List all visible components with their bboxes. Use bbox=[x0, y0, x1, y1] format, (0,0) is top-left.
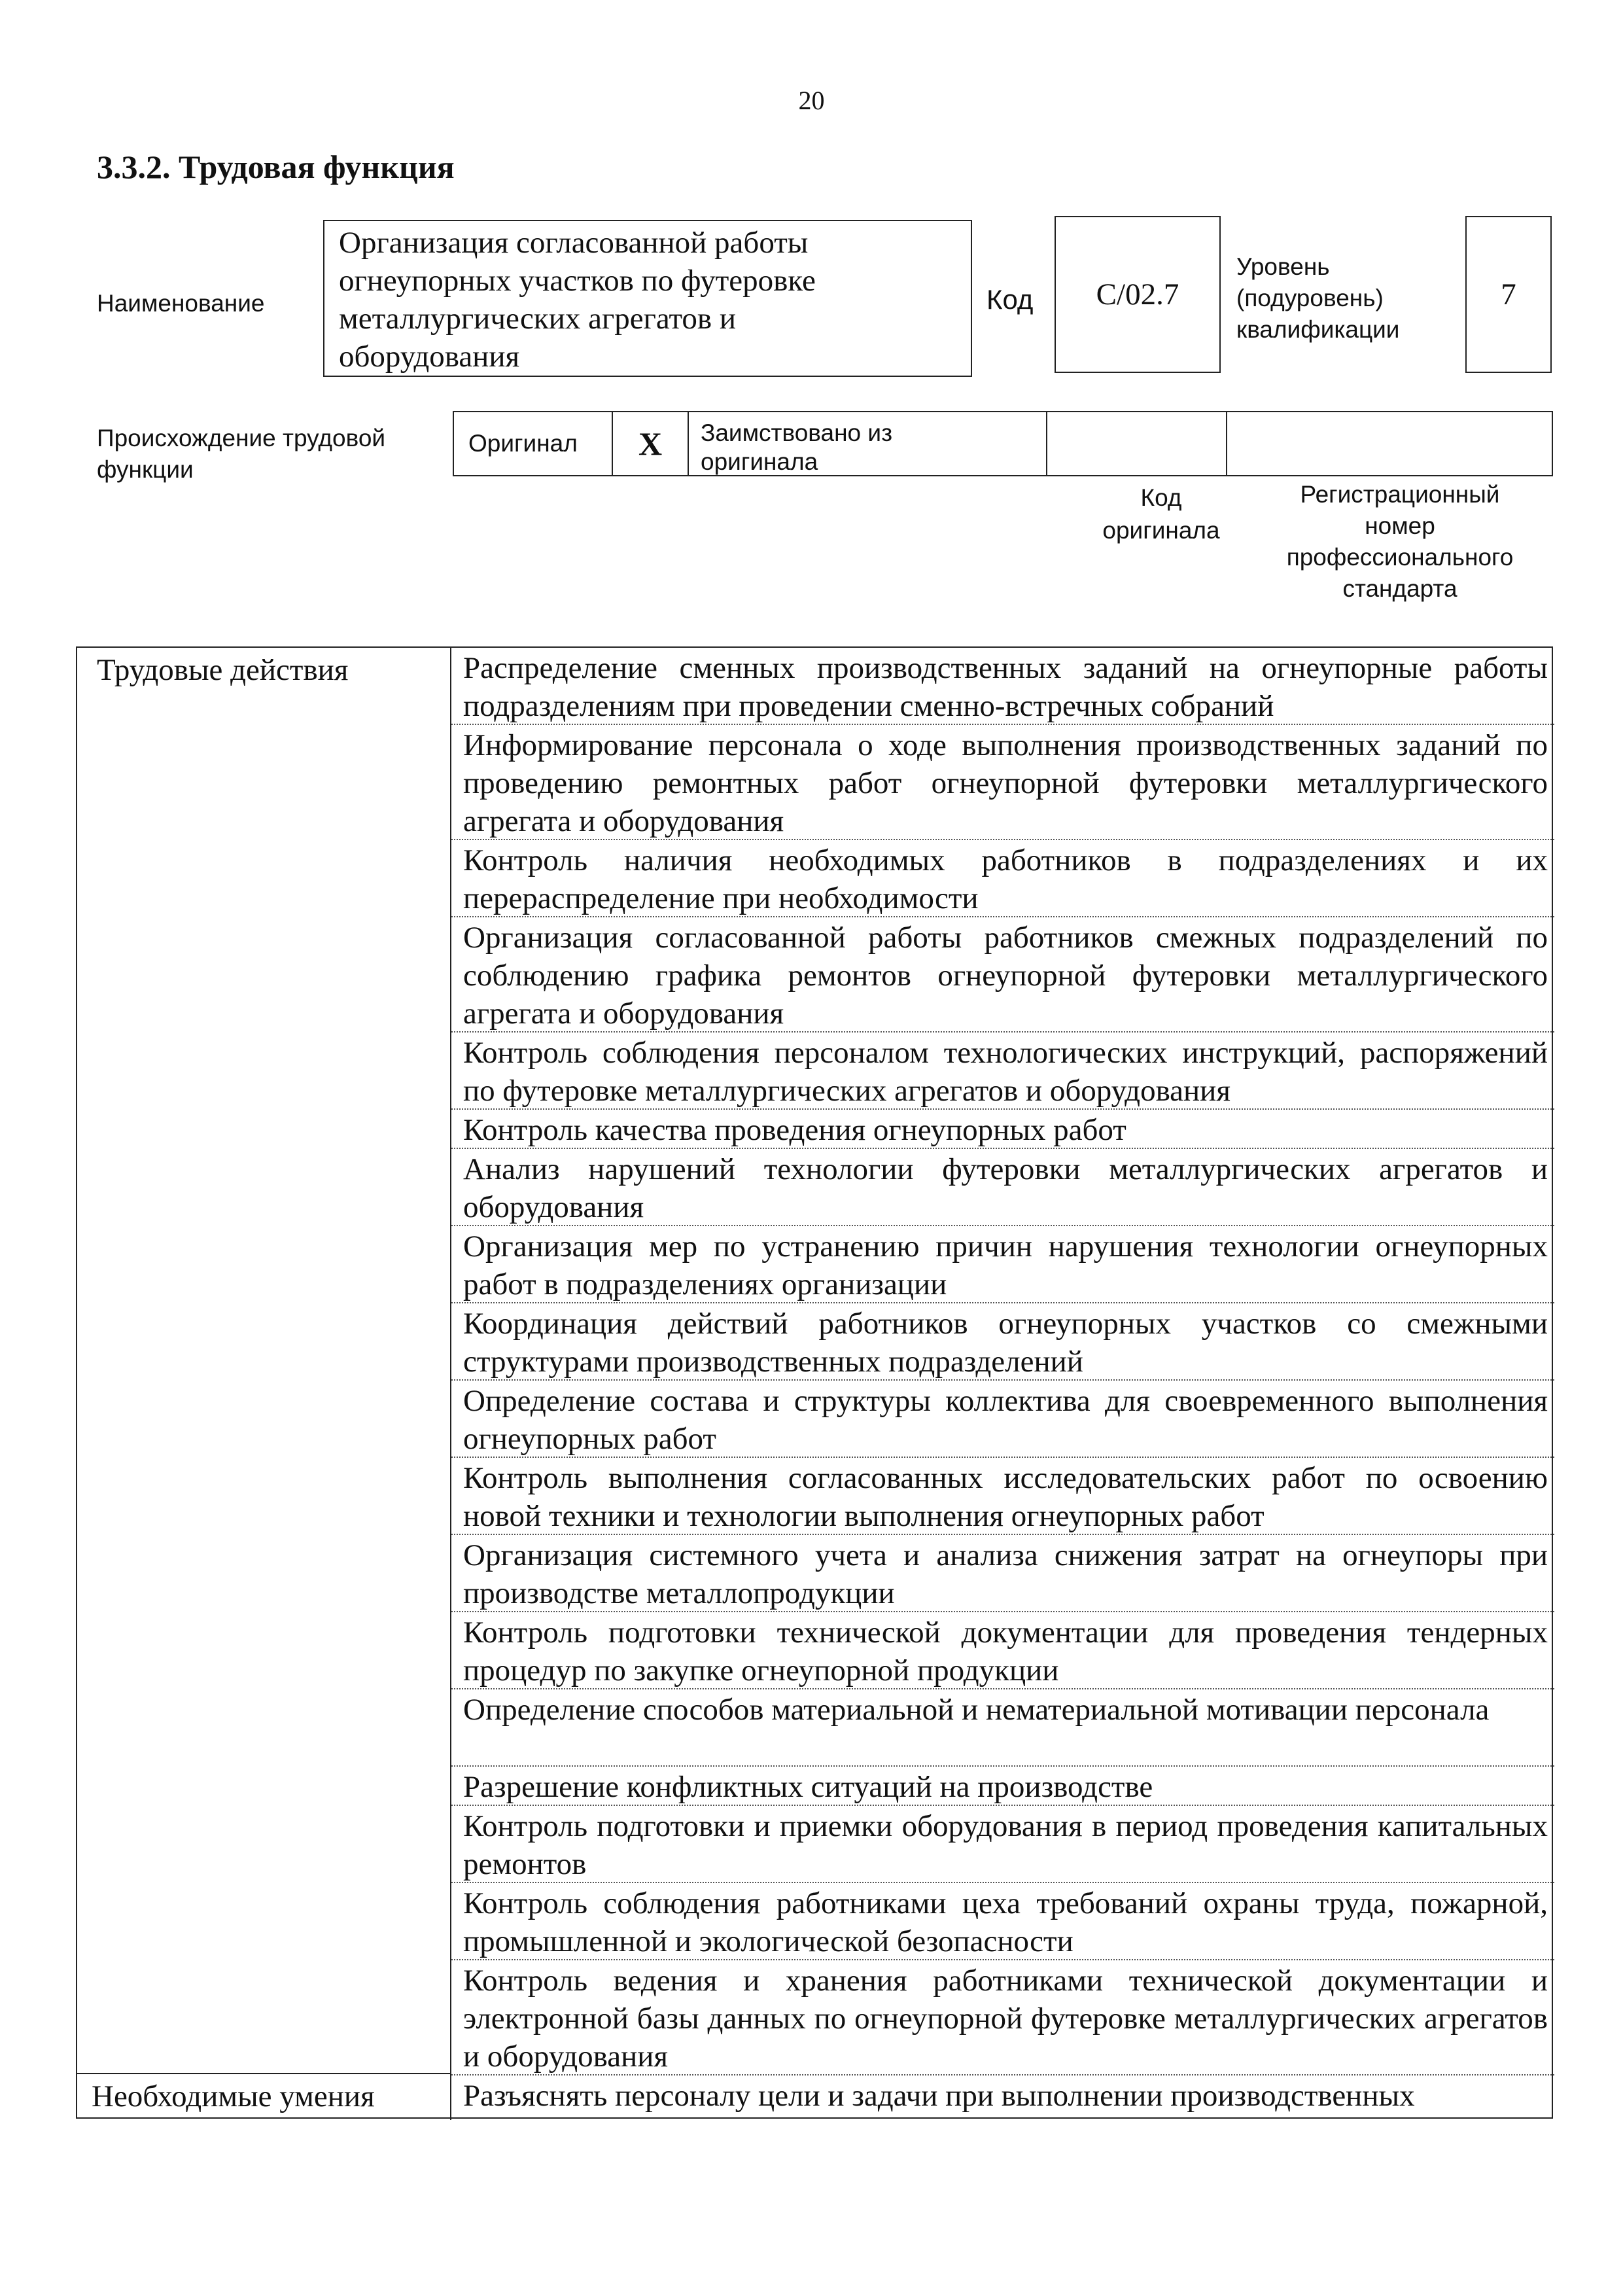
origin-label-line: функции bbox=[97, 456, 194, 483]
labor-action-item: Контроль соблюдения персоналом технологических инструкций, распоряжений по футеровке металлургических агрегатов и оборудования bbox=[451, 1033, 1554, 1110]
origin-code-cell bbox=[1047, 412, 1227, 475]
function-name-line: оборудования bbox=[339, 340, 520, 374]
level-label-line: Уровень bbox=[1236, 253, 1330, 280]
level-label-line: (подуровень) bbox=[1236, 285, 1384, 311]
labor-action-item: Организация мер по устранению причин нарушения технологии огнеупорных работ в подразделениях организации bbox=[451, 1226, 1554, 1303]
labor-action-item: Разрешение конфликтных ситуаций на производстве bbox=[451, 1767, 1554, 1806]
origin-code-caption bbox=[1063, 482, 1259, 547]
labor-action-item: Организация системного учета и анализа снижения затрат на огнеупоры при производстве металлопродукции bbox=[451, 1535, 1554, 1612]
labor-action-item: Контроль качества проведения огнеупорных работ bbox=[451, 1110, 1554, 1149]
code-label: Код bbox=[986, 284, 1034, 315]
function-name-box bbox=[323, 220, 972, 377]
origin-reg-caption-line: стандарта bbox=[1342, 575, 1457, 602]
origin-original-label: Оригинал bbox=[468, 430, 578, 457]
origin-code-caption-line: Код bbox=[1140, 484, 1182, 511]
labor-action-item: Определение состава и структуры коллектива для своевременного выполнения огнеупорных работ bbox=[451, 1381, 1554, 1458]
origin-reg-caption-line: Регистрационный bbox=[1300, 481, 1500, 508]
origin-borrowed-cell bbox=[689, 412, 1047, 475]
origin-reg-caption-line: номер bbox=[1365, 512, 1435, 539]
origin-borrowed-line: Заимствовано из bbox=[701, 419, 893, 446]
labor-action-item: Координация действий работников огнеупорных участков со смежными структурами производственных подразделений bbox=[451, 1303, 1554, 1381]
code-value-box bbox=[1055, 216, 1221, 373]
level-label-line: квалификации bbox=[1236, 316, 1400, 343]
labor-action-item: Определение способов материальной и нематериальной мотивации персонала bbox=[451, 1689, 1554, 1767]
labor-action-item: Распределение сменных производственных заданий на огнеупорные работы подразделениям при проведении сменно-встречных собраний bbox=[451, 648, 1554, 725]
function-name-line: металлургических агрегатов и bbox=[339, 302, 737, 336]
origin-mark-cell bbox=[613, 412, 689, 475]
level-value-box bbox=[1465, 216, 1552, 373]
name-label: Наименование bbox=[97, 290, 265, 317]
origin-reg-cell bbox=[1227, 412, 1552, 475]
labor-action-item: Контроль подготовки и приемки оборудования в период проведения капитальных ремонтов bbox=[451, 1806, 1554, 1883]
labor-action-item: Организация согласованной работы работников смежных подразделений по соблюдению графика ремонтов огнеупорной футеровки металлургического агрегата и оборудования bbox=[451, 917, 1554, 1033]
code-value: С/02.7 bbox=[1096, 277, 1179, 311]
function-name-line: огнеупорных участков по футеровке bbox=[339, 264, 816, 298]
labor-action-item: Анализ нарушений технологии футеровки металлургических агрегатов и оборудования bbox=[451, 1149, 1554, 1226]
row-divider bbox=[77, 2073, 451, 2074]
origin-borrowed-line: оригинала bbox=[701, 448, 818, 475]
origin-original-cell bbox=[454, 412, 613, 475]
section-title: 3.3.2. Трудовая функция bbox=[97, 149, 455, 185]
skills-label: Необходимые умения bbox=[92, 2079, 375, 2113]
labor-action-item: Контроль выполнения согласованных исследовательских работ по освоению новой техники и технологии выполнения огнеупорных работ bbox=[451, 1458, 1554, 1535]
labor-action-item: Контроль соблюдения работниками цеха требований охраны труда, пожарной, промышленной и экологической безопасности bbox=[451, 1883, 1554, 1960]
labor-action-item: Контроль наличия необходимых работников в подразделениях и их перераспределение при необходимости bbox=[451, 840, 1554, 917]
origin-label bbox=[97, 423, 463, 486]
origin-label-line: Происхождение трудовой bbox=[97, 425, 386, 451]
origin-row bbox=[453, 411, 1553, 476]
labor-action-item: Информирование персонала о ходе выполнения производственных заданий по проведению ремонтных работ огнеупорной футеровки металлургического агрегата и оборудования bbox=[451, 725, 1554, 840]
labor-action-item: Контроль ведения и хранения работниками технической документации и электронной базы данных по огнеупорной футеровке металлургических агрегатов и оборудования bbox=[451, 1960, 1554, 2075]
origin-reg-caption-line: профессионального bbox=[1286, 544, 1514, 571]
page-number: 20 bbox=[798, 86, 825, 115]
level-value: 7 bbox=[1501, 277, 1516, 311]
labor-actions-table bbox=[76, 646, 1553, 2119]
skill-item: Разъяснять персоналу цели и задачи при выполнении производственных bbox=[463, 2079, 1415, 2113]
origin-mark: Х bbox=[638, 425, 663, 462]
origin-reg-caption bbox=[1246, 479, 1554, 605]
labor-action-item: Контроль подготовки технической документации для проведения тендерных процедур по закупке огнеупорной продукции bbox=[451, 1612, 1554, 1689]
function-name-line: Организация согласованной работы bbox=[339, 226, 809, 260]
labor-actions-label: Трудовые действия bbox=[97, 653, 349, 687]
level-label bbox=[1236, 251, 1399, 345]
origin-code-caption-line: оригинала bbox=[1102, 517, 1220, 544]
